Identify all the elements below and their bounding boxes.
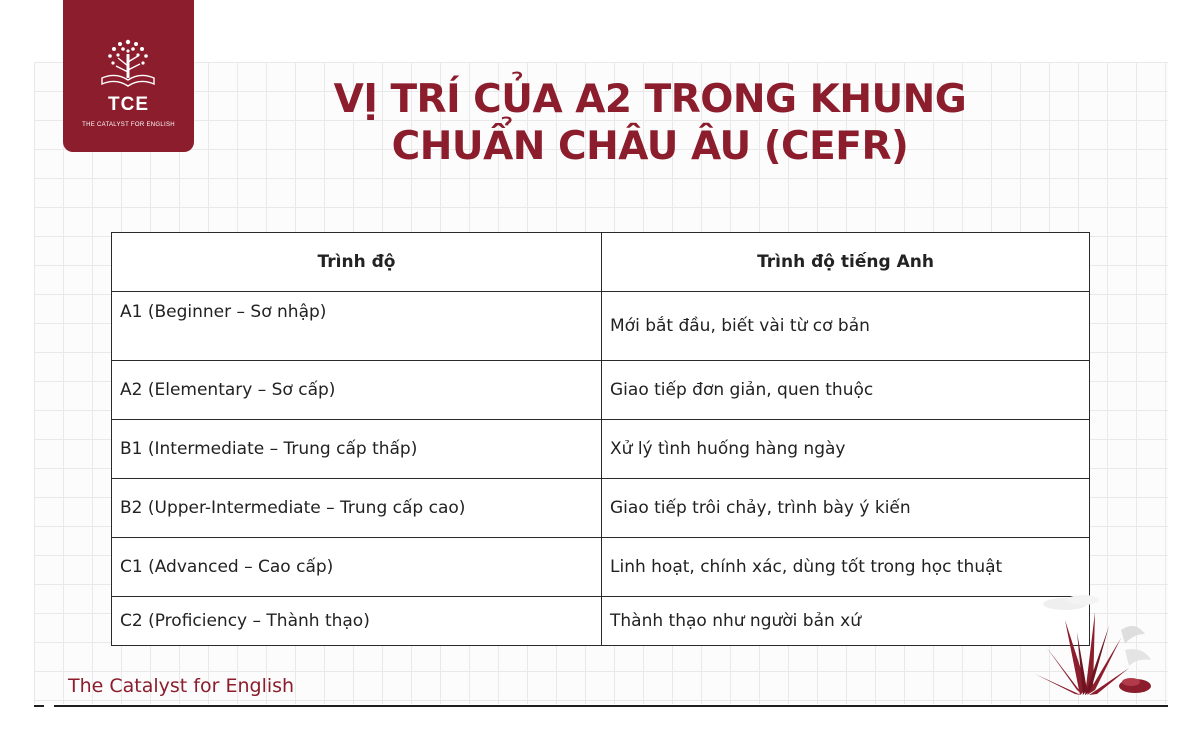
description-cell: Giao tiếp trôi chảy, trình bày ý kiến: [602, 479, 1090, 538]
level-cell: A2 (Elementary – Sơ cấp): [112, 361, 602, 420]
table-row: [112, 420, 1090, 479]
description-cell: Linh hoạt, chính xác, dùng tốt trong học thuật: [602, 538, 1090, 597]
column-header-english-level: Trình độ tiếng Anh: [602, 233, 1090, 292]
tce-logo: [63, 0, 194, 152]
level-cell: A1 (Beginner – Sơ nhập): [112, 292, 602, 361]
footer-dash: [34, 705, 44, 707]
table-row: [112, 538, 1090, 597]
plant-decoration-icon: [1025, 590, 1160, 700]
tree-book-icon: [92, 36, 164, 92]
title-line-2: CHUẨN CHÂU ÂU (CEFR): [391, 124, 909, 169]
page-title: [210, 76, 1090, 170]
table-row: [112, 292, 1090, 361]
footer-divider: [54, 705, 1168, 707]
description-cell: Thành thạo như người bản xứ: [602, 597, 1090, 646]
table-row: [112, 479, 1090, 538]
cefr-level-table: [111, 232, 1090, 646]
level-cell: B2 (Upper-Intermediate – Trung cấp cao): [112, 479, 602, 538]
level-cell: B1 (Intermediate – Trung cấp thấp): [112, 420, 602, 479]
level-cell: C1 (Advanced – Cao cấp): [112, 538, 602, 597]
description-cell: Mới bắt đầu, biết vài từ cơ bản: [602, 292, 1090, 361]
table-row: [112, 597, 1090, 646]
description-cell: Xử lý tình huống hàng ngày: [602, 420, 1090, 479]
title-line-1: VỊ TRÍ CỦA A2 TRONG KHUNG: [333, 77, 967, 122]
table-header-row: [112, 233, 1090, 292]
column-header-level: Trình độ: [112, 233, 602, 292]
table-row: [112, 361, 1090, 420]
description-cell: Giao tiếp đơn giản, quen thuộc: [602, 361, 1090, 420]
footer-brand-text: The Catalyst for English: [68, 675, 295, 697]
logo-text: TCE: [108, 94, 149, 115]
logo-tagline: THE CATALYST FOR ENGLISH: [82, 122, 175, 128]
level-cell: C2 (Proficiency – Thành thạo): [112, 597, 602, 646]
